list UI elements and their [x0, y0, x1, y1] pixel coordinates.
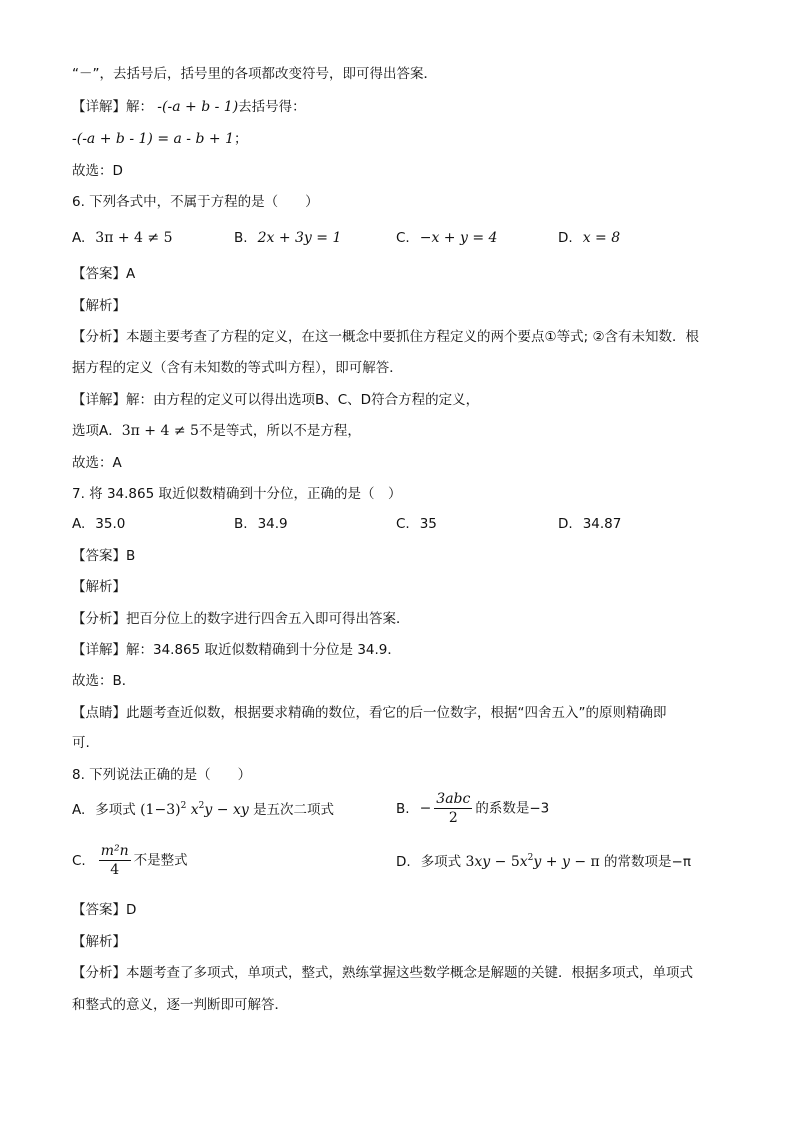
q7-detail: 【详解】解：34.865 取近似数精确到十分位是 34.9． — [72, 642, 401, 658]
q7-comment-line: 可. — [72, 735, 90, 751]
q7-option-c: C. 35 — [396, 516, 437, 532]
q6-option-note: 选项A．3π + 4 ≠ 5不是等式，所以不是方程， — [72, 423, 361, 439]
math-expression: x = 8 — [582, 230, 621, 246]
q7-conclusion: 故选：B． — [72, 673, 136, 689]
q8-option-b: B. − $\frac{\text{3abc}}{2}$ 的系数是−3 — [396, 791, 550, 826]
q7-analysis-tag: 【解析】 — [72, 579, 126, 595]
q6-analysis-line: 【分析】本题主要考查了方程的定义，在这一概念中要抓住方程定义的两个要点①等式; ②含有未知数．根 — [72, 329, 700, 345]
q8-option-a: A. 多项式 $(1-3)^2$ $x^2y$ − xy 是五次二项式 — [72, 801, 335, 818]
detail-tag: 【详解】 — [72, 99, 126, 115]
math-expression: -(-a + b - 1) — [157, 99, 239, 115]
fraction: $\frac{\text{3abc}}{2}$ — [436, 791, 471, 826]
question-6-stem: 6. 下列各式中，不属于方程的是（ ） — [72, 194, 319, 210]
q6-option-d: D. x = 8 — [558, 230, 621, 246]
q6-answer: 【答案】A — [72, 266, 136, 282]
q7-option-a: A. 35.0 — [72, 516, 126, 532]
math-expression: 3π + 4 ≠ 5 — [95, 230, 173, 246]
q8-analysis-line: 和整式的意义，逐一判断即可解答． — [72, 997, 288, 1013]
detail-tail: 去括号得： — [238, 99, 306, 115]
math-expression: $3xy - 5x^2y + y - \pi$ — [465, 853, 600, 870]
question-8-stem: 8. 下列说法正确的是（ ） — [72, 767, 252, 783]
q6-analysis-tag: 【解析】 — [72, 298, 126, 314]
math-expression: 3π + 4 ≠ 5 — [121, 423, 199, 439]
math-line — [72, 129, 247, 149]
text-line: “－”，去括号后，括号里的各项都改变符号，即可得出答案． — [72, 66, 437, 82]
q6-conclusion: 故选：A — [72, 455, 122, 471]
math-expression: 2x + 3y = 1 — [257, 230, 342, 246]
q7-option-b: B. 34.9 — [234, 516, 288, 532]
question-7-stem: 7. 将 34.865 取近似数精确到十分位，正确的是（ ） — [72, 486, 402, 502]
q8-analysis-tag: 【解析】 — [72, 934, 126, 950]
detail-line — [72, 97, 306, 117]
q7-option-d: D. 34.87 — [558, 516, 622, 532]
q8-option-d: D. 多项式 $3xy - 5x^2y + y - \pi$ 的常数项是−π — [396, 853, 691, 870]
q6-option-b: B. 2x + 3y = 1 — [234, 230, 342, 246]
q8-option-c: C. $\frac{\text{m²n}}{4}$ 不是整式 — [72, 843, 188, 878]
q6-option-c: C. −x + y = 4 — [396, 230, 498, 246]
q6-detail: 【详解】解：由方程的定义可以得出选项B、C、D符合方程的定义， — [72, 392, 480, 408]
fraction: $\frac{\text{m²n}}{4}$ — [100, 843, 129, 878]
q7-answer: 【答案】B — [72, 548, 136, 564]
q8-analysis-line: 【分析】本题考查了多项式，单项式，整式，熟练掌握这些数学概念是解题的关键．根据多项式，单项式 — [72, 965, 693, 981]
conclusion-line: 故选：D — [72, 163, 123, 179]
q7-comment-line: 【点睛】此题考查近似数，根据要求精确的数位，看它的后一位数字，根据“四舍五入”的原则精确即 — [72, 705, 667, 721]
q8-answer: 【答案】D — [72, 902, 137, 918]
math-expression: $(1-3)^2$ $x^2y$ − xy — [140, 801, 249, 818]
q6-analysis-line: 据方程的定义（含有未知数的等式叫方程），即可解答． — [72, 360, 403, 376]
math-expression: -(-a + b - 1) = a - b + 1 — [72, 131, 234, 147]
math-expression: −x + y = 4 — [419, 230, 498, 246]
q7-analysis-line: 【分析】把百分位上的数字进行四舍五入即可得出答案． — [72, 611, 410, 627]
detail-text: 解： — [126, 99, 153, 115]
math-tail: ； — [233, 131, 248, 147]
q6-option-a: A. 3π + 4 ≠ 5 — [72, 230, 173, 246]
